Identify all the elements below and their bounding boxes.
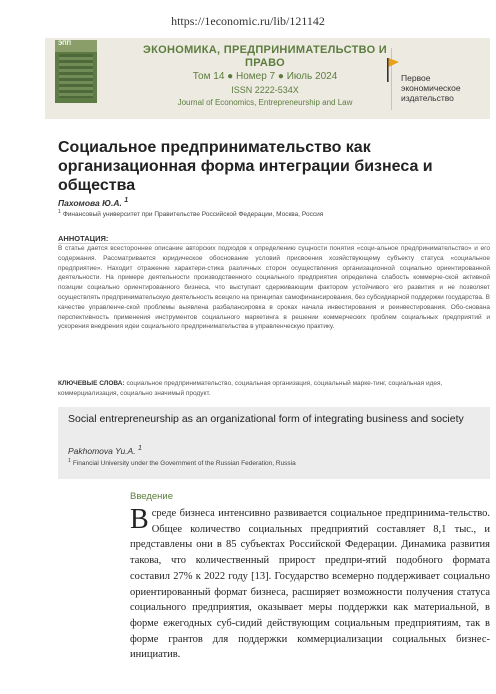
english-affiliation-text: Financial University under the Government of the Russian Federation, Russia [72, 460, 296, 468]
author-superscript: 1 [124, 196, 129, 204]
article-title: Социальное предпринимательство как организационная форма интеграции бизнеса и общества [58, 139, 433, 194]
source-url[interactable]: https://1economic.ru/lib/121142 [171, 14, 325, 28]
english-title: Social entrepreneurship as an organizational form of integrating business and society [68, 413, 464, 425]
journal-title: ЭКОНОМИКА, ПРЕДПРИНИМАТЕЛЬСТВО И ПРАВО [143, 44, 387, 69]
journal-cover-thumbnail [55, 40, 97, 103]
publisher-name: Первое экономическое издательство [401, 73, 461, 103]
article-author [58, 196, 128, 208]
english-author-superscript: 1 [137, 444, 142, 452]
abstract-text: В статье дается всестороннее описание авторских подходов к определению сущности понятия «соци-альное предпринимательство» и его содержания. Рассматривается юридическое обоснование условий присвоения хозяйствующему субъекту статуса «социальное предприятие». Находит отражение характери-стика различных сторон осуществления организационной социально ориентированной деятельности. На примере деятельности производственного социального предприятия определена слабость коммерче-ской активной позиции социально ориентированного бизнеса, что выступает сдерживающим фактором устойчивого его развития и не позволяет осуществлять предпринимательскую деятельность всецело на принципах самофинансирования, без субсидиарной поддержки государства. В качестве управленче-ской проблемы выявлена разбалансировка в сроках начала инвестирования и реинвестирования. Обо-снована перспективность применения инструментов социального маркетинга в решении коммерческих проблем социальных предприятий и ускорения внедрения идеи социального предпринимательства в управленческую практику. [58, 245, 490, 331]
english-affiliation [68, 458, 296, 467]
affiliation-text: Финансовый университет при Правительстве Российской Федерации, Москва, Россия [62, 211, 324, 219]
affiliation-superscript: 1 [58, 209, 62, 215]
english-affiliation-superscript: 1 [68, 458, 72, 464]
article-affiliation [58, 209, 488, 218]
journal-issue: Том 14 ● Номер 7 ● Июль 2024 [192, 71, 338, 82]
journal-issn: ISSN 2222-534X [231, 85, 299, 95]
author-name: Пахомова Ю.А. [58, 197, 122, 208]
cover-abbreviation: ЭПП [58, 41, 71, 47]
english-author-name: Pakhomova Yu.A. [68, 445, 136, 456]
english-author [68, 444, 142, 456]
keywords-label: КЛЮЧЕВЫЕ СЛОВА: [58, 380, 125, 387]
keywords [58, 379, 490, 399]
journal-title-en: Journal of Economics, Entrepreneurship and Law [177, 98, 353, 107]
body-paragraph [130, 506, 490, 663]
keywords-text: социальное предпринимательство, социальная организация, социальный марке-тинг, социальная идея, коммерциализация, социально значимый продукт. [58, 380, 443, 397]
flag-icon [386, 58, 400, 82]
drop-cap: В [130, 504, 149, 535]
cover-pattern [59, 54, 93, 98]
section-heading: Введение [130, 491, 174, 502]
body-text: среде бизнеса интенсивно развивается социальное предпринима-тельство. Общее количество социальных предприятий составляет 8,1 тыс., и представлены они в 85 субъектах Российской Федерации. Динамика развития такова, что количественный прирост предпри-ятий подобного формата составил 27% к 2022 году [13]. Государство всемерно поддерживает социально ориентированный формат бизнеса, расширяет возможности получения статуса социального предприятия, оказывает меры поддержки как материальной, в форме ежегодных суб-сидий действующим социальным предприятиям, так в форме грантов для поддержки коммерциализации социальных бизнес-инициатив. [130, 508, 490, 661]
abstract-heading: АННОТАЦИЯ: [58, 234, 109, 243]
